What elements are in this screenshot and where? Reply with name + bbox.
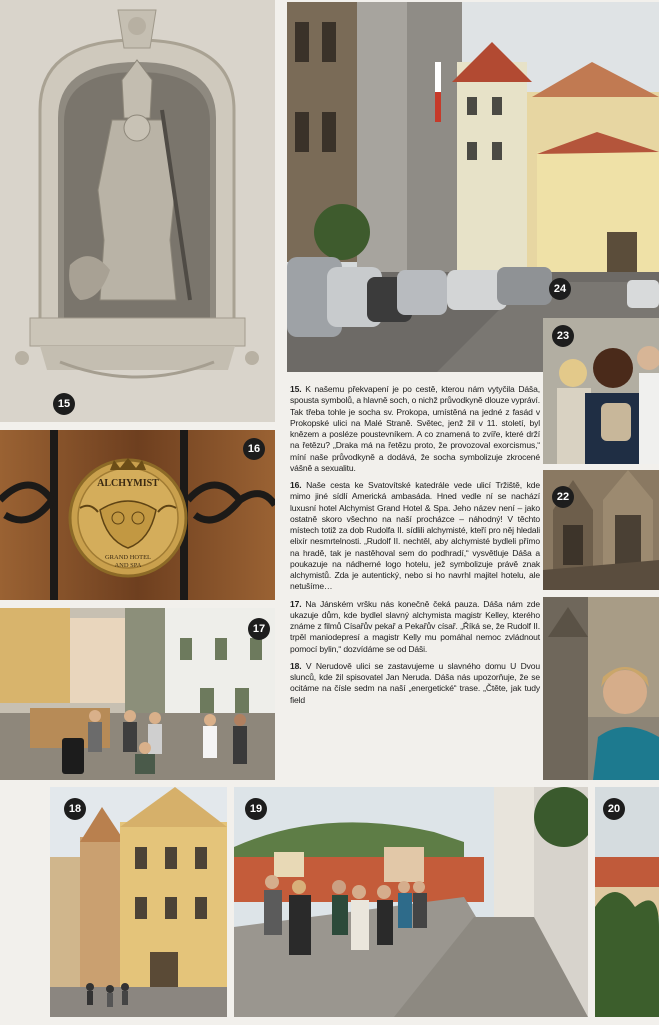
photo-jansky-vrsek <box>0 608 275 780</box>
article-text <box>290 384 540 782</box>
photo-number-badge: 19 <box>245 798 267 820</box>
photo-roof-view <box>595 787 659 1017</box>
seal-title: ALCHYMIST <box>97 478 159 489</box>
photo-number-badge: 23 <box>552 325 574 347</box>
photo-mala-strana-street <box>287 2 659 372</box>
photo-guide-portrait <box>543 597 659 780</box>
seal-subtitle-2: AND SPA <box>114 562 142 569</box>
seal-subtitle: GRAND HOTEL <box>104 554 152 561</box>
photo-number-badge: 24 <box>549 278 571 300</box>
photo-cathedral-detail <box>543 470 659 590</box>
paragraph-15: 15. K našemu překvapení je po cestě, kterou nám vytyčila Dáša, spousta symbolů, a hlavně soch, o nichž průvodkyně dlouze vypráví. Tak třeba tohle je socha sv. Prokopa, umístěná na jedné z fasád v Prokopské ulici na Malé Straně. Světec, jenž žil v 11. století, byl knězem a posléze poustevníkem. A co znamená to zvíře, které drží na řetězu? „Draka má na řetězu proto, že provozoval exorcismus,“ míní naše průvodkyně a dodává, že socha symbolizuje zkrocené vášně a sexualitu. <box>290 384 540 473</box>
photo-number-badge: 16 <box>243 438 265 460</box>
photo-prague-view-group <box>234 787 588 1017</box>
paragraph-16: 16. Naše cesta ke Svatovítské katedrále vede ulicí Tržiště, kde mimo jiné sídlí Americká ambasáda. Hned vedle ní se nachází luxusní hotel Alchymist Grand Hotel & Spa. Jeho název není – jako ostatně skoro všechno na naší procházce – náhodný! V těchto místech totiž za dob Rudolfa II. sídlili alchymisté, kteří pro něj hledali elixír nesmrtelnosti. „Rudolf II. nechtěl, aby alchymisté bydleli přímo na hradě, tak je nastěhoval sem do podhradí,“ vysvětluje Dáša a poukazuje na nádherné logo hotelu, jež symbolizuje právě znak alchymistů. Zda je autentický, nebo si ho navrhl majitel hotelu, ale netušíme… <box>290 480 540 592</box>
photo-statue-st-prokop <box>0 0 275 422</box>
photo-number-badge: 18 <box>64 798 86 820</box>
photo-guide-group <box>543 318 659 464</box>
photo-number-badge: 22 <box>552 486 574 508</box>
photo-nerudova-houses <box>50 787 227 1017</box>
paragraph-17: 17. Na Jánském vršku nás konečně čeká pauza. Dáša nám zde ukazuje dům, kde bydlel slavný alchymista magistr Kelley, kterého známe z filmů Císařův pekař a Pekařův císař. „Říká se, že Rudolf II. trpěl maniodepresí a magistr Kelly mu pomáhal nemoc zvládnout pomocí bylin,“ dozvídáme se od Dáši. <box>290 598 540 654</box>
paragraph-18: 18. V Nerudově ulici se zastavujeme u slavného domu U Dvou slunců, kde žil spisovatel Jan Neruda. Dáša nás upozorňuje, že se ocitáme na čísle sedm na naší „energetické“ trase. „Čtěte, jak tudy field <box>290 660 540 705</box>
photo-alchymist-hotel-logo <box>0 430 275 600</box>
photo-number-badge: 17 <box>248 618 270 640</box>
photo-number-badge: 20 <box>603 798 625 820</box>
photo-number-badge: 15 <box>53 393 75 415</box>
